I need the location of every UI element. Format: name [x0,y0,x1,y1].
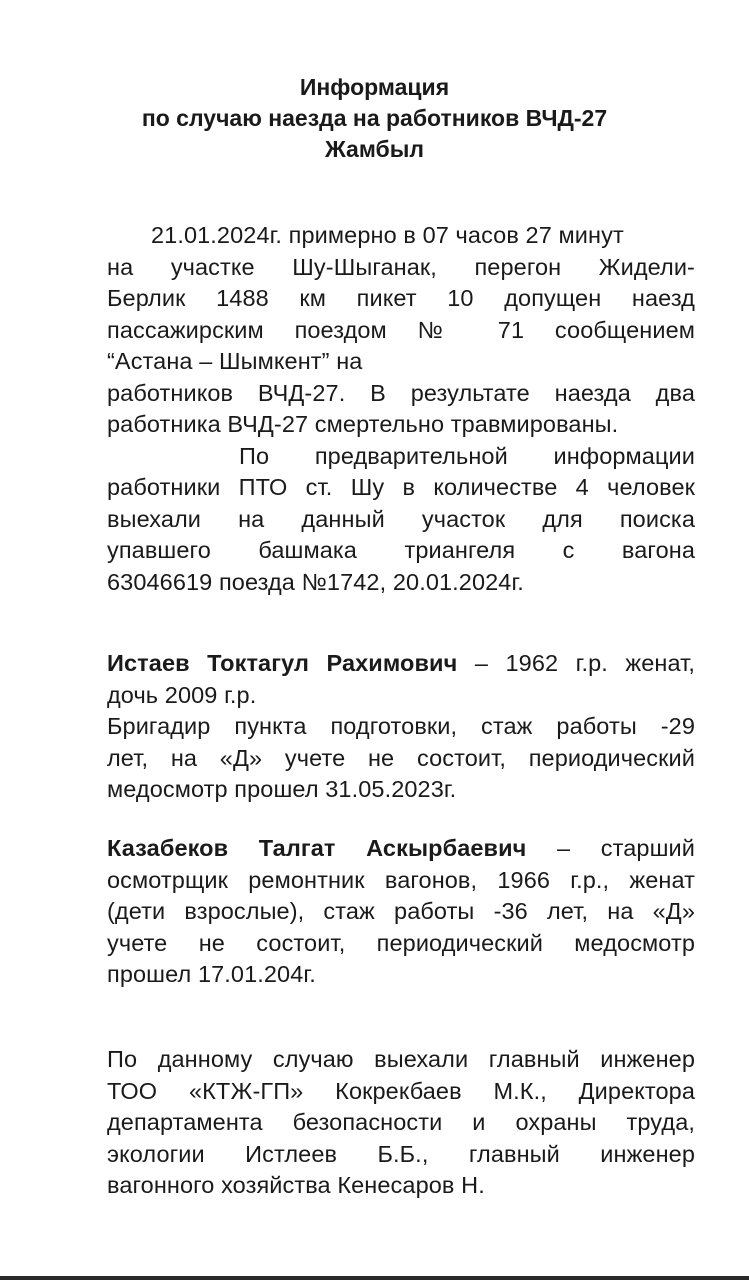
text-line: учете не состоит, периодический медосмотр [107,929,695,956]
text-line: медосмотр прошел 31.05.2023г. [107,776,457,802]
title-line-3: Жамбыл [324,136,425,162]
text-line: прошел 17.01.204г. [107,961,316,987]
person-2-name: Казабеков Талгат Аскырбаевич [107,835,527,861]
text-line: упавшего башмака триангеля с вагона [107,537,695,563]
text-line: выехали на данный участок для поиска [107,505,695,532]
officials-paragraph [107,1044,695,1202]
person-2-details: – старший [526,835,695,861]
title-line-2: по случаю наезда на работников ВЧД-27 [141,105,608,131]
text-line: Берлик 1488 км пикет 10 допущен наезд [107,285,695,311]
text-line: на участке Шу-Шыганак, перегон Жидели- [107,253,695,280]
text-line: дочь 2009 г.р. [107,681,257,708]
text-line: Бригадир пункта подготовки, стаж работы -29 [107,713,695,739]
page-bottom-edge [0,1276,749,1280]
text-line: (дети взрослые), стаж работы -36 лет, на «Д» [107,898,695,924]
text-line [107,833,695,865]
title-line-1: Информация [299,74,450,100]
text-line [107,648,695,680]
text-line: вагонного хозяйства Кенесаров Н. [107,1172,485,1198]
text-line: пассажирским поездом № 71 сообщением [107,316,695,343]
text-line: По предварительной информации [239,442,695,469]
person-1-name: Истаев Токтагул Рахимович [107,650,458,676]
text-line: экологии Истлеев Б.Б., главный инженер [107,1140,695,1167]
person-2-paragraph [107,833,695,991]
person-1-details: – 1962 г.р. женат, [457,650,695,676]
text-line: лет, на «Д» учете не состоит, периодический [107,744,695,771]
text-line: работника ВЧД-27 смертельно травмированы. [107,411,619,437]
text-line: 21.01.2024г. примерно в 07 часов 27 минут [151,222,624,248]
text-line: работников ВЧД-27. В результате наезда два [107,379,695,406]
text-line: По данному случаю выехали главный инженер [107,1046,695,1072]
document-title [0,72,749,165]
text-line: осмотрщик ремонтник вагонов, 1966 г.р., женат [107,866,695,893]
incident-paragraph [107,220,695,598]
person-1-paragraph [107,648,695,806]
text-line: ТОО «КТЖ-ГП» Кокрекбаев М.К., Директора [107,1077,695,1104]
text-line: департамента безопасности и охраны труда, [107,1109,695,1135]
text-line: работники ПТО ст. Шу в количестве 4 человек [107,474,695,500]
text-line: 63046619 поезда №1742, 20.01.2024г. [107,568,524,595]
text-line: “Астана – Шымкент” на [107,348,363,374]
